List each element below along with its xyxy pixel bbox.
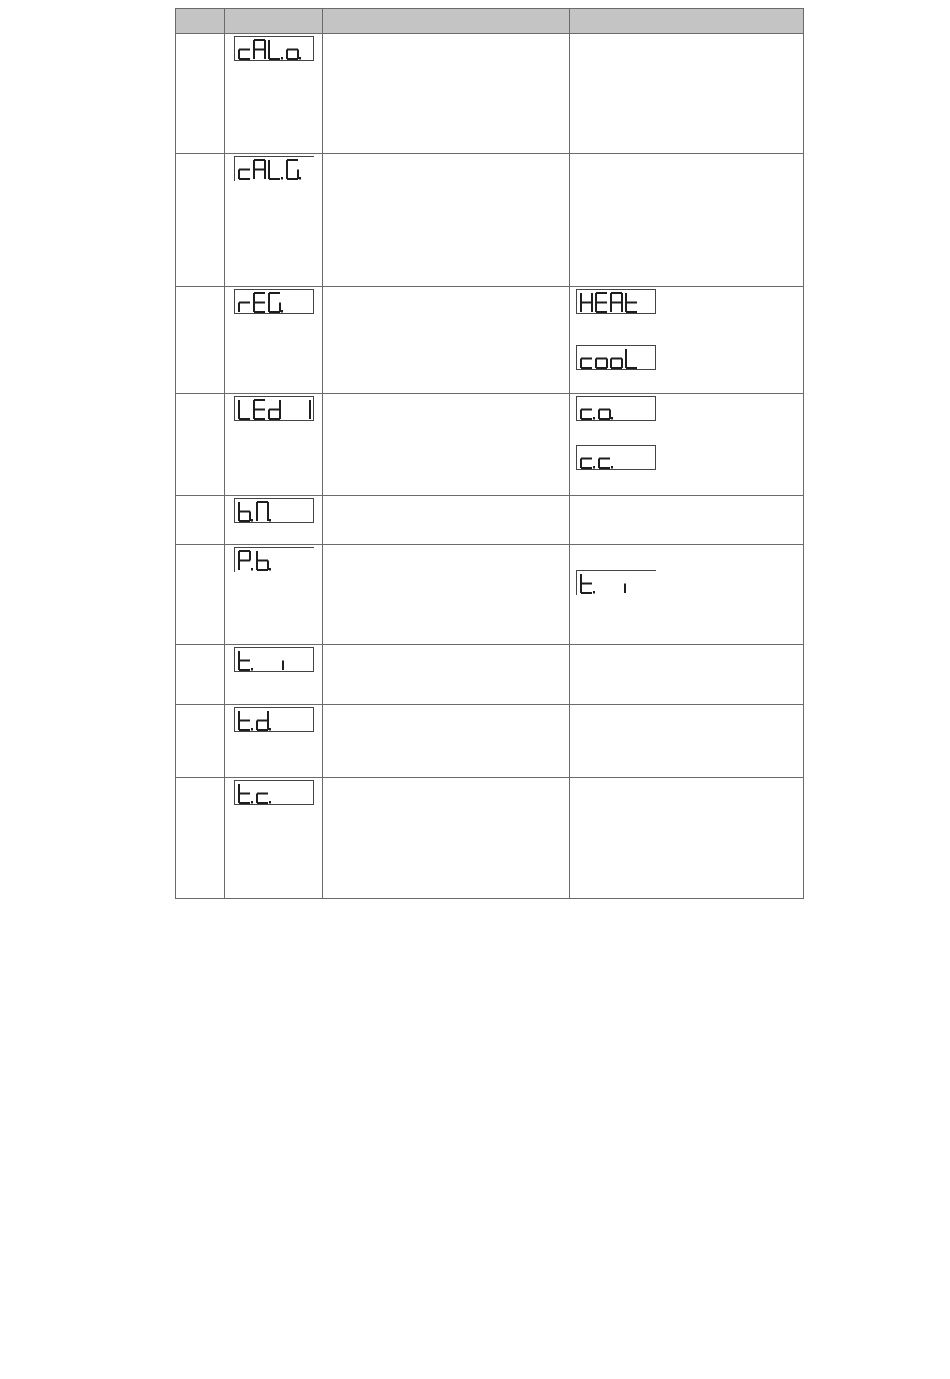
- header-cell-index: [176, 9, 225, 34]
- description-cell: [323, 645, 570, 705]
- lcd-display: [234, 547, 314, 572]
- options-cell: [570, 705, 804, 778]
- lcd-code-graphic: [235, 781, 315, 806]
- description-cell: [323, 778, 570, 899]
- table-row: [176, 778, 804, 899]
- code-cell: [225, 34, 323, 154]
- index-cell: [176, 645, 225, 705]
- lcd-display: [234, 498, 314, 523]
- index-cell: [176, 545, 225, 645]
- lcd-dot: [281, 310, 283, 313]
- options-cell: [570, 496, 804, 545]
- options-cell: [570, 34, 804, 154]
- lcd-option-graphic: [577, 571, 657, 596]
- parameter-table: [175, 8, 804, 899]
- lcd-dot: [611, 417, 613, 420]
- code-cell: [225, 645, 323, 705]
- lcd-code-graphic: [235, 548, 315, 573]
- lcd-option: [576, 570, 656, 595]
- lcd-dot: [299, 57, 301, 60]
- index-cell: [176, 778, 225, 899]
- table-row: [176, 34, 804, 154]
- lcd-dot: [251, 728, 253, 731]
- table-row: [176, 496, 804, 545]
- lcd-dot: [251, 801, 253, 804]
- lcd-dot: [593, 417, 595, 420]
- code-cell: [225, 154, 323, 287]
- lcd-dot: [251, 519, 253, 522]
- options-cell: [570, 287, 804, 394]
- index-cell: [176, 496, 225, 545]
- lcd-option-graphic: [577, 446, 657, 471]
- lcd-option: [576, 396, 656, 421]
- options-cell: [570, 394, 804, 496]
- code-cell: [225, 545, 323, 645]
- header-cell-description: [323, 9, 570, 34]
- lcd-option-graphic: [577, 290, 657, 315]
- table-row: [176, 394, 804, 496]
- lcd-code-graphic: [235, 499, 315, 524]
- lcd-code-graphic: [235, 37, 315, 62]
- lcd-code-graphic: [235, 648, 315, 673]
- lcd-dot: [281, 57, 283, 60]
- table-row: [176, 705, 804, 778]
- code-cell: [225, 496, 323, 545]
- lcd-option-graphic: [577, 397, 657, 422]
- options-cell: [570, 645, 804, 705]
- header-cell-code: [225, 9, 323, 34]
- table-row: [176, 287, 804, 394]
- code-cell: [225, 778, 323, 899]
- code-cell: [225, 705, 323, 778]
- options-cell: [570, 778, 804, 899]
- options-cell: [570, 154, 804, 287]
- lcd-option: [576, 345, 656, 370]
- index-cell: [176, 394, 225, 496]
- table-header-row: [176, 9, 804, 34]
- lcd-display: [234, 707, 314, 732]
- lcd-dot: [269, 728, 271, 731]
- lcd-dot: [251, 568, 253, 571]
- code-cell: [225, 394, 323, 496]
- lcd-dot: [281, 177, 283, 180]
- index-cell: [176, 34, 225, 154]
- lcd-code-graphic: [235, 397, 315, 422]
- lcd-option-graphic: [577, 346, 657, 371]
- lcd-dot: [269, 801, 271, 804]
- table-row: [176, 545, 804, 645]
- description-cell: [323, 496, 570, 545]
- lcd-code-graphic: [235, 157, 315, 182]
- lcd-display: [234, 289, 314, 314]
- lcd-display: [234, 396, 314, 421]
- description-cell: [323, 34, 570, 154]
- table-row: [176, 645, 804, 705]
- lcd-dot: [251, 668, 253, 671]
- lcd-option: [576, 289, 656, 314]
- lcd-dot: [269, 519, 271, 522]
- code-cell: [225, 287, 323, 394]
- index-cell: [176, 154, 225, 287]
- description-cell: [323, 545, 570, 645]
- lcd-display: [234, 780, 314, 805]
- lcd-dot: [299, 177, 301, 180]
- index-cell: [176, 287, 225, 394]
- lcd-dot: [593, 466, 595, 469]
- description-cell: [323, 394, 570, 496]
- description-cell: [323, 154, 570, 287]
- lcd-code-graphic: [235, 290, 315, 315]
- lcd-display: [234, 36, 314, 61]
- table-row: [176, 154, 804, 287]
- options-cell: [570, 545, 804, 645]
- lcd-dot: [593, 591, 595, 594]
- lcd-option: [576, 445, 656, 470]
- lcd-dot: [611, 466, 613, 469]
- description-cell: [323, 287, 570, 394]
- description-cell: [323, 705, 570, 778]
- lcd-dot: [269, 568, 271, 571]
- lcd-display: [234, 647, 314, 672]
- lcd-display: [234, 156, 314, 181]
- index-cell: [176, 705, 225, 778]
- lcd-code-graphic: [235, 708, 315, 733]
- header-cell-options: [570, 9, 804, 34]
